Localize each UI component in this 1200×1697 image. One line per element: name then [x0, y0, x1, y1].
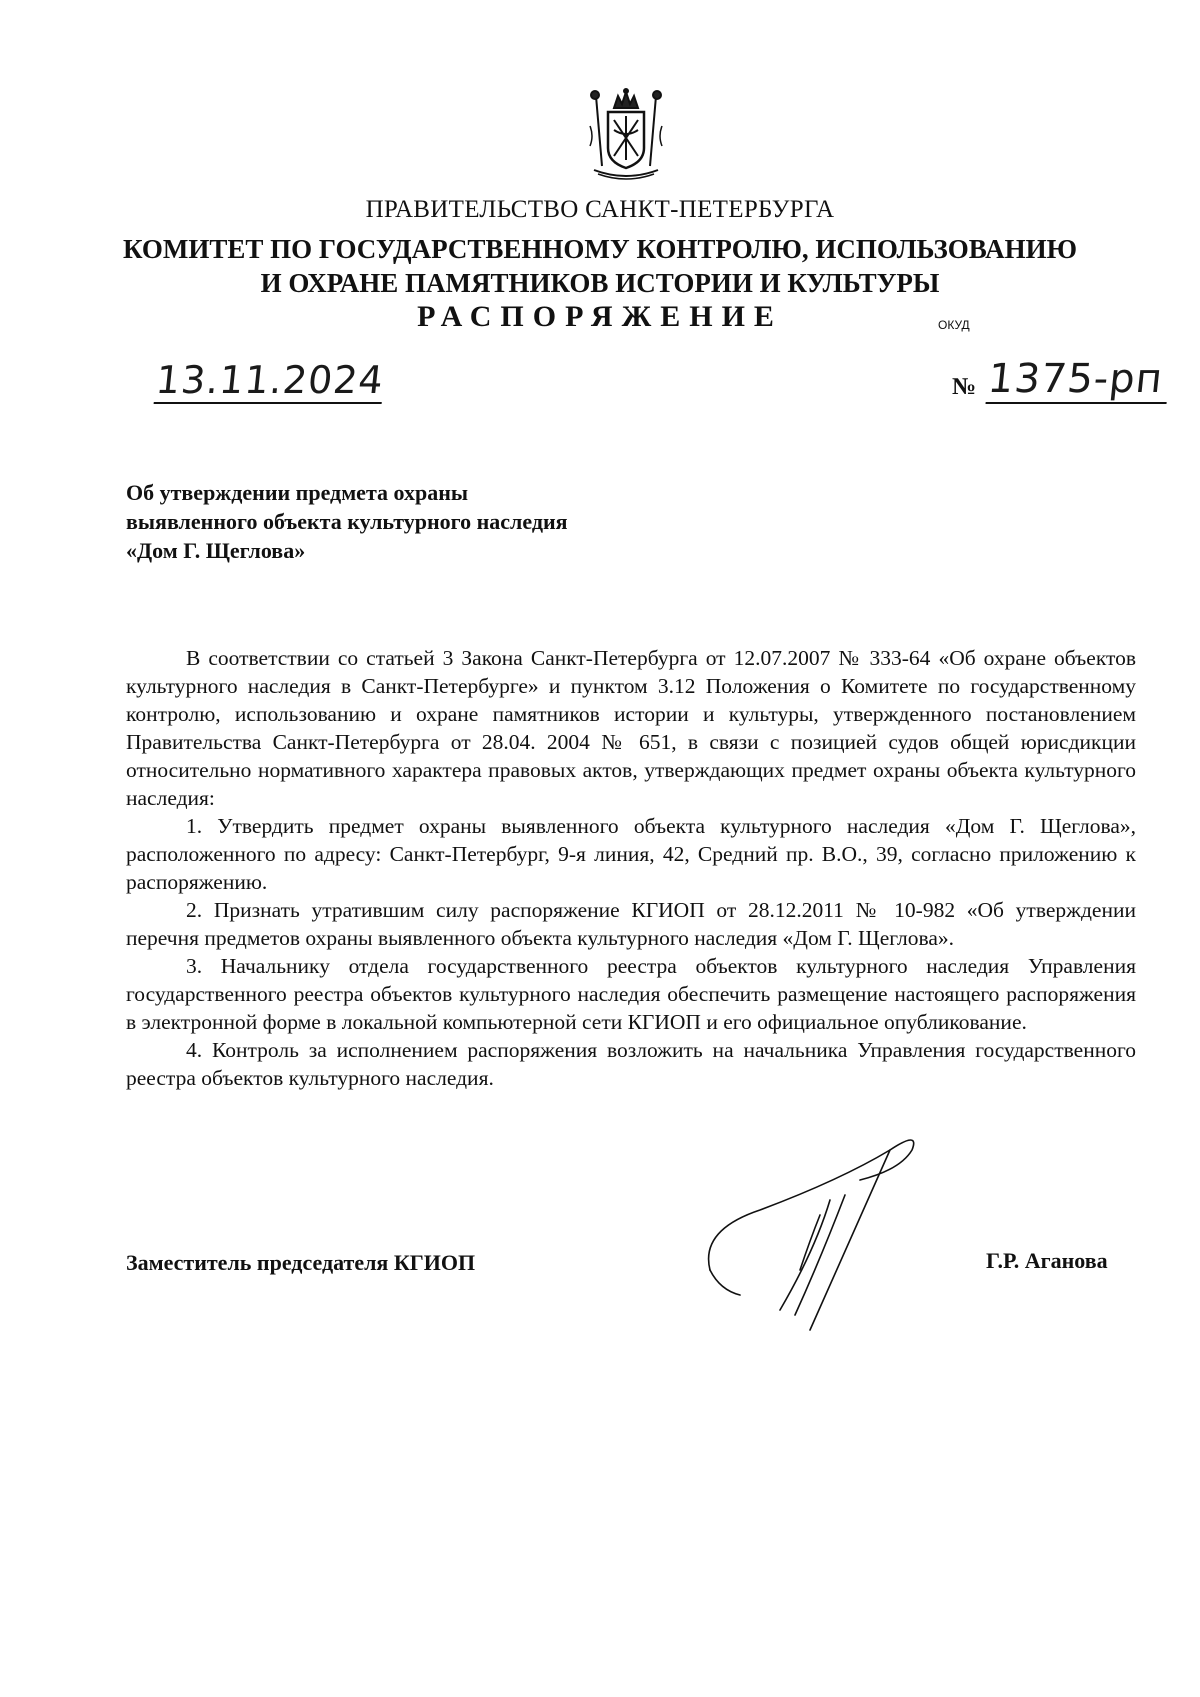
- item-4-paragraph: 4. Контроль за исполнением распоряжения возложить на начальника Управления государственного реестра объектов культурного наследия.: [126, 1038, 1136, 1090]
- subject-line3: «Дом Г. Щеглова»: [126, 538, 306, 563]
- committee-heading: [0, 232, 1200, 300]
- preamble-paragraph: В соответствии со статьей 3 Закона Санкт-Петербурга от 12.07.2007 № 333-64 «Об охране объектов культурного наследия в Санкт-Петербурге» и пунктом 3.12 Положения о Комитете по государственному контролю, использованию и охране памятников истории и культуры, утвержденного постановлением Правительства Санкт-Петербурга от 28.04. 2004 № 651, в связи с позицией судов общей юрисдикции относительно нормативного характера правовых актов, утверждающих предмет охраны объекта культурного наследия:: [126, 646, 1136, 810]
- item-2-paragraph: 2. Признать утратившим силу распоряжение КГИОП от 28.12.2011 № 10-982 «Об утверждении перечня предметов охраны выявленного объекта культурного наследия «Дом Г. Щеглова».: [126, 898, 1136, 950]
- subject-line1: Об утверждении предмета охраны: [126, 480, 469, 505]
- subject-line2: выявленного объекта культурного наследия: [126, 509, 568, 534]
- signer-name: Г.Р. Аганова: [986, 1248, 1108, 1273]
- document-subject: [126, 478, 568, 565]
- document-type-title: РАСПОРЯЖЕНИЕ: [417, 300, 783, 333]
- government-heading: ПРАВИТЕЛЬСТВО САНКТ-ПЕТЕРБУРГА: [365, 196, 835, 223]
- handwritten-signature: [700, 1120, 930, 1340]
- document-number: 1375-рп: [985, 356, 1171, 404]
- okud-label: ОКУД: [938, 318, 970, 332]
- document-body: [126, 644, 1136, 1092]
- document-number-label: №: [952, 374, 977, 400]
- item-1-paragraph: 1. Утвердить предмет охраны выявленного объекта культурного наследия «Дом Г. Щеглова», расположенного по адресу: Санкт-Петербург, 9-я линия, 42, Средний пр. В.О., 39, согласно приложению к распоряжению.: [126, 814, 1136, 894]
- coat-of-arms-emblem: [584, 86, 668, 182]
- signer-position: Заместитель председателя КГИОП: [126, 1250, 476, 1275]
- item-3-paragraph: 3. Начальнику отдела государственного реестра объектов культурного наследия Управления государственного реестра объектов культурного наследия обеспечить размещение настоящего распоряжения в электронной форме в локальной компьютерной сети КГИОП и его официальное опубликование.: [126, 954, 1136, 1034]
- committee-heading-line1: КОМИТЕТ ПО ГОСУДАРСТВЕННОМУ КОНТРОЛЮ, ИСПОЛЬЗОВАНИЮ: [123, 234, 1077, 264]
- document-date: 13.11.2024: [153, 358, 386, 402]
- committee-heading-line2: И ОХРАНЕ ПАМЯТНИКОВ ИСТОРИИ И КУЛЬТУРЫ: [260, 268, 940, 298]
